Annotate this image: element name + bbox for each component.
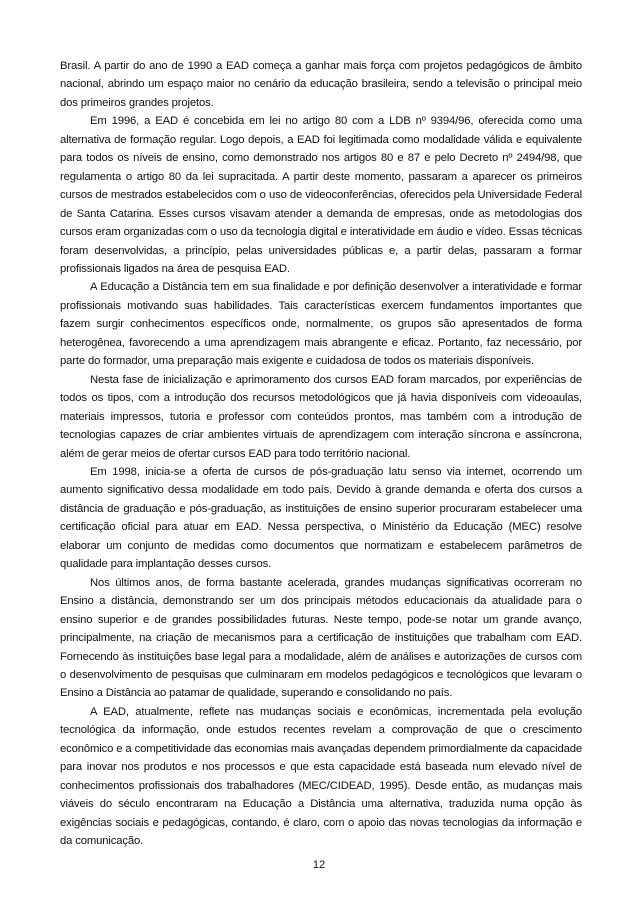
paragraph-inicializacao: Nesta fase de inicialização e aprimoramento dos cursos EAD foram marcados, por experiências de todos os tipos, com a introdução dos recursos metodológicos que já havia disponíveis com videoaulas, materiais impressos, tutoria e professor com conteúdos prontos, mas também com a introdução de tecnologias capazes de criar ambientes virtuais de aprendizagem com interação síncrona e assíncrona, além de gerar meios de ofertar cursos EAD para todo território nacional. [60,373,582,460]
page-number: 12 [312,859,326,871]
paragraph-atualmente: A EAD, atualmente, reflete nas mudanças sociais e econômicas, incrementada pela evolução tecnológica da informação, onde estudos recentes revelam a comprovação de que o crescimento econômico e a competitividade das economias mais avançadas dependem primordialmente da capacidade para inovar nos produtos e nos processos e que esta capacidade está baseada num elevado nível de conhecimentos profissionais dos trabalhadores (MEC/CIDEAD, 1995). Desde então, as mudanças mais viáveis do século encontraram na Educação a Distância uma alternativa, traduzida numa opção às exigências sociais e pedagógicas, contando, é claro, com o apoio das novas tecnologias da informação e da comunicação. [60,705,582,848]
paragraph-1996-ldb: Em 1996, a EAD é concebida em lei no artigo 80 com a LDB nº 9394/96, oferecida como uma alternativa de formação regular. Logo depois, a EAD foi legitimada como modalidade válida e equivalente para todos os níveis de ensino, como demonstrado nos artigos 80 e 87 e pelo Decreto nº 2494/98, que regulamenta o artigo 80 da lei supracitada. A partir deste momento, passaram a aparecer os primeiros cursos de mestrados estabelecidos com o uso de videoconferências, oferecidos pela Universidade Federal de Santa Catarina. Esses cursos visavam atender a demanda de empresas, onde as metodologias dos cursos eram organizadas com o uso da tecnologia digital e interatividade em áudio e vídeo. Essas técnicas foram desenvolvidas, a princípio, pelas universidades públicas e, a partir delas, passaram a formar profissionais ligados na área de pesquisa EAD. [60,115,582,275]
paragraph-ultimos-anos: Nos últimos anos, de forma bastante acelerada, grandes mudanças significativas ocorreram no Ensino a distância, demonstrando ser um dos principais métodos educacionais da atualidade para o ensino superior e de grandes possibilidades futuras. Neste tempo, pode-se notar um grande avanço, principalmente, na criação de mecanismos para a certificação de instituições que trabalham com EAD. Fornecendo às instituições base legal para a modalidade, além de análises e autorizações de cursos com o desenvolvimento de pesquisas que culminaram em modelos pedagógicos e tecnológicos que levaram o Ensino a Distância ao patamar de qualidade, superando e consolidando no país. [60,576,582,700]
page-body [60,57,582,850]
paragraph-continuation: Brasil. A partir do ano de 1990 a EAD começa a ganhar mais força com projetos pedagógicos de âmbito nacional, abrindo um espaço maior no cenário da educação brasileira, sendo a televisão o principal meio dos primeiros grandes projetos. [60,60,582,109]
paragraph-finalidade: A Educação a Distância tem em sua finalidade e por definição desenvolver a interatividade e formar profissionais motivando suas habilidades. Tais características exercem fundamentos importantes que fazem surgir conhecimentos específicos onde, normalmente, os grupos são apresentados de forma heterogênea, favorecendo a uma aprendizagem mais abrangente e eficaz. Portanto, faz necessário, por parte do formador, uma preparação mais exigente e cuidadosa de todos os materiais disponíveis. [60,281,582,368]
paragraph-1998-pos-graduacao: Em 1998, inicia-se a oferta de cursos de pós-graduação latu senso via internet, ocorrendo um aumento significativo dessa modalidade em todo país. Devido à grande demanda e oferta dos cursos a distância de graduação e pós-graduação, as instituições de ensino superior procuraram estabelecer uma certificação oficial para atuar em EAD. Nessa perspectiva, o Ministério da Educação (MEC) resolve elaborar um conjunto de medidas como documentos que normatizam e estabelecem parâmetros de qualidade para implantação desses cursos. [60,465,582,571]
